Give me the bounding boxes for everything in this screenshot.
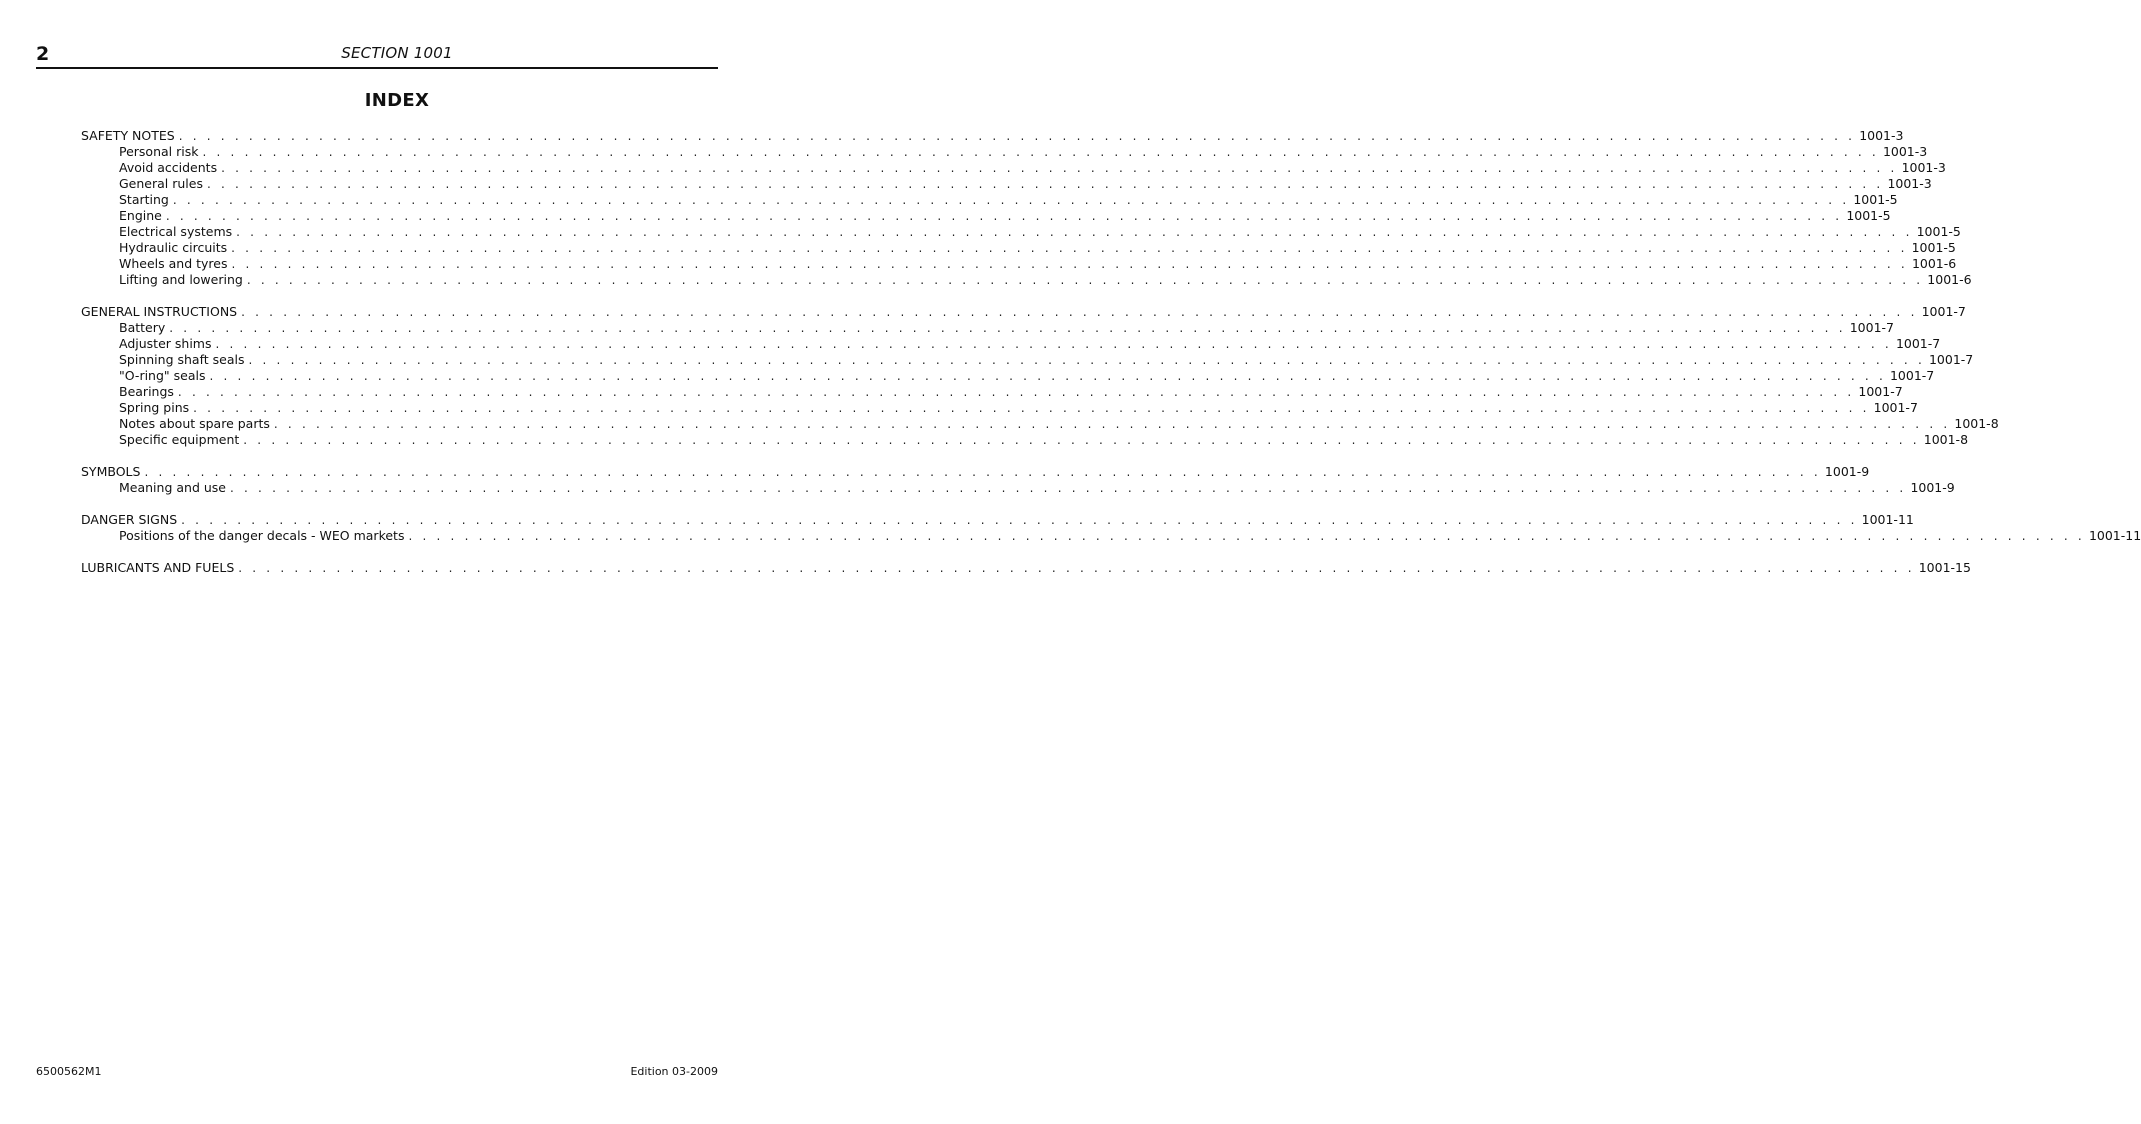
- toc-subentry[interactable]: [81, 352, 1974, 368]
- toc-entry-page: 1001-7: [1928, 352, 1974, 367]
- toc-entry-page: 1001-5: [1846, 208, 1891, 223]
- toc-entry-label: LUBRICANTS AND FUELS: [81, 560, 235, 575]
- toc-section: [81, 128, 1972, 288]
- dot-leader: . . . . . . . . . . . . . . . . . . . . . . . . . . . . . . . . . . . . . . . . . . . . . . . . . . . . . . . . . . . . . . . . . . . . . . . . . . . . . . . . . . . . . . . . . . . . . . . . . . . . . . . . . . . . . . . . . . . . . . . .: [248, 353, 1925, 367]
- toc-entry-label: Lifting and lowering: [119, 272, 243, 287]
- toc-entry-page: 1001-5: [1853, 192, 1898, 207]
- toc-entry-label: "O-ring" seals: [119, 368, 206, 383]
- toc-entry-page: 1001-5: [1916, 224, 1961, 239]
- toc-entry-label: Spinning shaft seals: [119, 352, 245, 367]
- toc-section: [81, 512, 2141, 544]
- toc-subentry[interactable]: [81, 384, 1903, 400]
- toc-section-heading[interactable]: [81, 560, 1971, 576]
- document-code: 6500562M1: [36, 1065, 102, 1078]
- toc-entry-label: Starting: [119, 192, 169, 207]
- toc-entry-label: Adjuster shims: [119, 336, 212, 351]
- toc-subentry[interactable]: [81, 240, 1956, 256]
- index-title: INDEX: [364, 90, 430, 111]
- section-title: SECTION 1001: [341, 44, 453, 62]
- dot-leader: . . . . . . . . . . . . . . . . . . . . . . . . . . . . . . . . . . . . . . . . . . . . . . . . . . . . . . . . . . . . . . . . . . . . . . . . . . . . . . . . . . . . . . . . . . . . . . . . . . . . . . . . . . . . . . . . . . . . . . . .: [246, 273, 1924, 287]
- header-rule: [36, 67, 718, 69]
- toc-subentry[interactable]: [81, 256, 1957, 272]
- toc-entry-page: 1001-7: [1895, 336, 1941, 351]
- toc-entry-label: Bearings: [119, 384, 174, 399]
- toc-entry-label: SAFETY NOTES: [81, 128, 175, 143]
- toc-entry-label: Engine: [119, 208, 162, 223]
- toc-entry-label: Wheels and tyres: [119, 256, 228, 271]
- dot-leader: . . . . . . . . . . . . . . . . . . . . . . . . . . . . . . . . . . . . . . . . . . . . . . . . . . . . . . . . . . . . . . . . . . . . . . . . . . . . . . . . . . . . . . . . . . . . . . . . . . . . . . . . . . . . . . . . . . . . . . . .: [231, 241, 1908, 255]
- dot-leader: . . . . . . . . . . . . . . . . . . . . . . . . . . . . . . . . . . . . . . . . . . . . . . . . . . . . . . . . . . . . . . . . . . . . . . . . . . . . . . . . . . . . . . . . . . . . . . . . . . . . . . . . . . . . . . . . . . . . . . . .: [229, 481, 1907, 495]
- dot-leader: . . . . . . . . . . . . . . . . . . . . . . . . . . . . . . . . . . . . . . . . . . . . . . . . . . . . . . . . . . . . . . . . . . . . . . . . . . . . . . . . . . . . . . . . . . . . . . . . . . . . . . . . . . . . . . . . . . . . . . . .: [169, 321, 1846, 335]
- toc-entry-page: 1001-7: [1858, 384, 1903, 399]
- dot-leader: . . . . . . . . . . . . . . . . . . . . . . . . . . . . . . . . . . . . . . . . . . . . . . . . . . . . . . . . . . . . . . . . . . . . . . . . . . . . . . . . . . . . . . . . . . . . . . . . . . . . . . . . . . . . . . . . . . . . . . . .: [231, 257, 1908, 271]
- dot-leader: . . . . . . . . . . . . . . . . . . . . . . . . . . . . . . . . . . . . . . . . . . . . . . . . . . . . . . . . . . . . . . . . . . . . . . . . . . . . . . . . . . . . . . . . . . . . . . . . . . . . . . . . . . . . . . . . . . . . . . . .: [144, 465, 1821, 479]
- toc-entry-label: GENERAL INSTRUCTIONS: [81, 304, 238, 319]
- toc-subentry[interactable]: [81, 336, 1941, 352]
- toc-entry-label: Specific equipment: [119, 432, 240, 447]
- toc-section-heading[interactable]: [81, 304, 1966, 320]
- toc-subentry[interactable]: [81, 224, 1961, 240]
- toc-entry-page: 1001-9: [1910, 480, 1955, 495]
- toc-entry-label: Spring pins: [119, 400, 190, 415]
- toc-entry-label: General rules: [119, 176, 203, 191]
- dot-leader: . . . . . . . . . . . . . . . . . . . . . . . . . . . . . . . . . . . . . . . . . . . . . . . . . . . . . . . . . . . . . . . . . . . . . . . . . . . . . . . . . . . . . . . . . . . . . . . . . . . . . . . . . . . . . . . . . . . . . . . .: [221, 161, 1898, 175]
- toc-subentry[interactable]: [81, 528, 2141, 544]
- toc-subentry[interactable]: [81, 320, 1895, 336]
- dot-leader: . . . . . . . . . . . . . . . . . . . . . . . . . . . . . . . . . . . . . . . . . . . . . . . . . . . . . . . . . . . . . . . . . . . . . . . . . . . . . . . . . . . . . . . . . . . . . . . . . . . . . . . . . . . . . . . . . . . . . . . .: [206, 177, 1884, 191]
- toc-entry-page: 1001-5: [1911, 240, 1956, 255]
- toc-subentry[interactable]: [81, 272, 1972, 288]
- toc-entry-label: Meaning and use: [119, 480, 226, 495]
- toc-section-heading[interactable]: [81, 128, 1904, 144]
- dot-leader: . . . . . . . . . . . . . . . . . . . . . . . . . . . . . . . . . . . . . . . . . . . . . . . . . . . . . . . . . . . . . . . . . . . . . . . . . . . . . . . . . . . . . . . . . . . . . . . . . . . . . . . . . . . . . . . . . . . . . . . .: [209, 369, 1886, 383]
- table-of-contents: [81, 128, 2141, 592]
- toc-entry-page: 1001-11: [2088, 528, 2141, 543]
- dot-leader: . . . . . . . . . . . . . . . . . . . . . . . . . . . . . . . . . . . . . . . . . . . . . . . . . . . . . . . . . . . . . . . . . . . . . . . . . . . . . . . . . . . . . . . . . . . . . . . . . . . . . . . . . . . . . . . . . . . . . . . .: [165, 209, 1843, 223]
- dot-leader: . . . . . . . . . . . . . . . . . . . . . . . . . . . . . . . . . . . . . . . . . . . . . . . . . . . . . . . . . . . . . . . . . . . . . . . . . . . . . . . . . . . . . . . . . . . . . . . . . . . . . . . . . . . . . . . . . . . . . . . .: [193, 401, 1870, 415]
- toc-subentry[interactable]: [81, 208, 1891, 224]
- toc-subentry[interactable]: [81, 480, 1955, 496]
- toc-entry-page: 1001-7: [1849, 320, 1895, 335]
- toc-subentry[interactable]: [81, 160, 1946, 176]
- toc-entry-page: 1001-3: [1859, 128, 1904, 143]
- toc-entry-page: 1001-3: [1887, 176, 1932, 191]
- toc-entry-page: 1001-3: [1882, 144, 1928, 159]
- dot-leader: . . . . . . . . . . . . . . . . . . . . . . . . . . . . . . . . . . . . . . . . . . . . . . . . . . . . . . . . . . . . . . . . . . . . . . . . . . . . . . . . . . . . . . . . . . . . . . . . . . . . . . . . . . . . . . . . . . . . . . . .: [243, 433, 1920, 447]
- toc-entry-page: 1001-3: [1901, 160, 1946, 175]
- toc-entry-label: Hydraulic circuits: [119, 240, 228, 255]
- toc-entry-label: Notes about spare parts: [119, 416, 270, 431]
- toc-entry-label: Battery: [119, 320, 166, 335]
- toc-section-heading[interactable]: [81, 512, 1914, 528]
- dot-leader: . . . . . . . . . . . . . . . . . . . . . . . . . . . . . . . . . . . . . . . . . . . . . . . . . . . . . . . . . . . . . . . . . . . . . . . . . . . . . . . . . . . . . . . . . . . . . . . . . . . . . . . . . . . . . . . . . . . . . . . .: [215, 337, 1892, 351]
- dot-leader: . . . . . . . . . . . . . . . . . . . . . . . . . . . . . . . . . . . . . . . . . . . . . . . . . . . . . . . . . . . . . . . . . . . . . . . . . . . . . . . . . . . . . . . . . . . . . . . . . . . . . . . . . . . . . . . . . . . . . . . .: [408, 529, 2085, 543]
- toc-entry-page: 1001-11: [1861, 512, 1914, 527]
- toc-entry-label: Personal risk: [119, 144, 199, 159]
- toc-entry-page: 1001-6: [1911, 256, 1957, 271]
- dot-leader: . . . . . . . . . . . . . . . . . . . . . . . . . . . . . . . . . . . . . . . . . . . . . . . . . . . . . . . . . . . . . . . . . . . . . . . . . . . . . . . . . . . . . . . . . . . . . . . . . . . . . . . . . . . . . . . . . . . . . . . .: [236, 225, 1913, 239]
- dot-leader: . . . . . . . . . . . . . . . . . . . . . . . . . . . . . . . . . . . . . . . . . . . . . . . . . . . . . . . . . . . . . . . . . . . . . . . . . . . . . . . . . . . . . . . . . . . . . . . . . . . . . . . . . . . . . . . . . . . . . . . .: [273, 417, 1951, 431]
- toc-subentry[interactable]: [81, 144, 1928, 160]
- toc-subentry[interactable]: [81, 416, 1999, 432]
- toc-entry-page: 1001-8: [1954, 416, 1999, 431]
- toc-entry-label: Positions of the danger decals - WEO markets: [119, 528, 405, 543]
- toc-entry-page: 1001-8: [1923, 432, 1969, 447]
- toc-entry-label: SYMBOLS: [81, 464, 141, 479]
- toc-entry-label: DANGER SIGNS: [81, 512, 178, 527]
- toc-subentry[interactable]: [81, 368, 1935, 384]
- edition-label: Edition 03-2009: [630, 1065, 718, 1078]
- page-number: 2: [36, 43, 50, 65]
- dot-leader: . . . . . . . . . . . . . . . . . . . . . . . . . . . . . . . . . . . . . . . . . . . . . . . . . . . . . . . . . . . . . . . . . . . . . . . . . . . . . . . . . . . . . . . . . . . . . . . . . . . . . . . . . . . . . . . . . . . . . . . .: [181, 513, 1858, 527]
- toc-section: [81, 304, 1999, 448]
- dot-leader: . . . . . . . . . . . . . . . . . . . . . . . . . . . . . . . . . . . . . . . . . . . . . . . . . . . . . . . . . . . . . . . . . . . . . . . . . . . . . . . . . . . . . . . . . . . . . . . . . . . . . . . . . . . . . . . . . . . . . . . .: [177, 385, 1855, 399]
- toc-entry-label: Avoid accidents: [119, 160, 218, 175]
- toc-entry-page: 1001-15: [1918, 560, 1971, 575]
- toc-entry-label: Electrical systems: [119, 224, 233, 239]
- toc-section-heading[interactable]: [81, 464, 1870, 480]
- dot-leader: . . . . . . . . . . . . . . . . . . . . . . . . . . . . . . . . . . . . . . . . . . . . . . . . . . . . . . . . . . . . . . . . . . . . . . . . . . . . . . . . . . . . . . . . . . . . . . . . . . . . . . . . . . . . . . . . . . . . . . . .: [238, 561, 1915, 575]
- toc-entry-page: 1001-7: [1873, 400, 1918, 415]
- toc-entry-page: 1001-6: [1927, 272, 1972, 287]
- toc-entry-page: 1001-9: [1824, 464, 1870, 479]
- toc-entry-page: 1001-7: [1921, 304, 1966, 319]
- toc-subentry[interactable]: [81, 176, 1932, 192]
- toc-section: [81, 560, 1971, 576]
- toc-subentry[interactable]: [81, 192, 1898, 208]
- toc-section: [81, 464, 1955, 496]
- toc-entry-page: 1001-7: [1889, 368, 1935, 383]
- toc-subentry[interactable]: [81, 432, 1969, 448]
- dot-leader: . . . . . . . . . . . . . . . . . . . . . . . . . . . . . . . . . . . . . . . . . . . . . . . . . . . . . . . . . . . . . . . . . . . . . . . . . . . . . . . . . . . . . . . . . . . . . . . . . . . . . . . . . . . . . . . . . . . . . . . .: [202, 145, 1879, 159]
- dot-leader: . . . . . . . . . . . . . . . . . . . . . . . . . . . . . . . . . . . . . . . . . . . . . . . . . . . . . . . . . . . . . . . . . . . . . . . . . . . . . . . . . . . . . . . . . . . . . . . . . . . . . . . . . . . . . . . . . . . . . . . .: [178, 129, 1856, 143]
- toc-subentry[interactable]: [81, 400, 1918, 416]
- dot-leader: . . . . . . . . . . . . . . . . . . . . . . . . . . . . . . . . . . . . . . . . . . . . . . . . . . . . . . . . . . . . . . . . . . . . . . . . . . . . . . . . . . . . . . . . . . . . . . . . . . . . . . . . . . . . . . . . . . . . . . . .: [172, 193, 1850, 207]
- dot-leader: . . . . . . . . . . . . . . . . . . . . . . . . . . . . . . . . . . . . . . . . . . . . . . . . . . . . . . . . . . . . . . . . . . . . . . . . . . . . . . . . . . . . . . . . . . . . . . . . . . . . . . . . . . . . . . . . . . . . . . . .: [241, 305, 1918, 319]
